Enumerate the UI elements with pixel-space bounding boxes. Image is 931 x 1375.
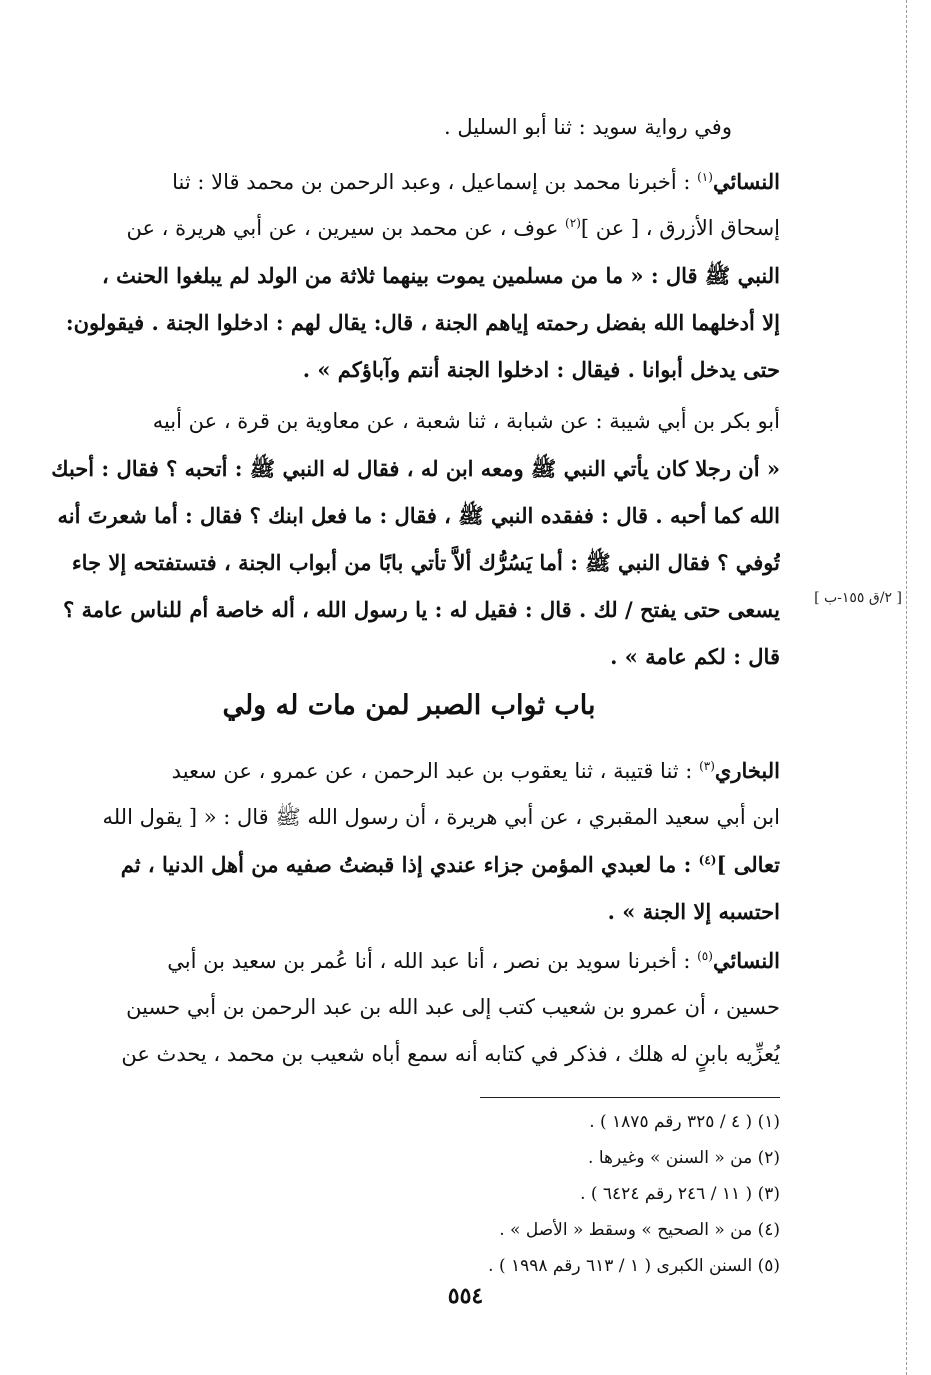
text-line: حسين ، أن عمرو بن شعيب كتب إلى عبد الله بن عبد الرحمن بن أبي حسين	[126, 995, 780, 1019]
text-line: الله كما أحبه . قال : ففقده النبي ﷺ ، فقال : ما فعل ابنك ؟ فقال : أما شعرتَ أنه	[57, 503, 780, 528]
text-fragment: عوف ، عن محمد بن سيرين ، عن أبي هريرة ، عن	[126, 216, 566, 240]
intro-paragraph	[38, 104, 780, 151]
text-fragment: : أخبرنا محمد بن إسماعيل ، وعبد الرحمن بن محمد قالا : ثنا	[172, 170, 698, 194]
footnote-marker: (٤)	[698, 853, 717, 867]
text-line	[38, 841, 780, 888]
text-line	[38, 937, 780, 984]
footnotes	[380, 1104, 780, 1284]
author-name: النسائي	[712, 169, 780, 194]
footnote-separator	[480, 1097, 780, 1098]
text-fragment: تعالى ]	[716, 852, 780, 877]
text-fragment: إسحاق الأزرق ، [ عن ]	[580, 216, 780, 240]
text-line: تُوفي ؟ فقال النبي ﷺ : أما يَسُرُّك ألاَّ تأتي بابًا من أبواب الجنة ، فتستفتحه إلا جاء	[71, 550, 780, 575]
footnote: (١) ( ٤ / ٣٢٥ رقم ١٨٧٥ ) .	[589, 1112, 780, 1132]
text-line: النبي ﷺ قال : « ما من مسلمين يموت بينهما ثلاثة من الولد لم يبلغوا الحنث ،	[101, 263, 780, 288]
text-line: حتى يدخل أبوانا . فيقال : ادخلوا الجنة أنتم وآباؤكم » .	[302, 357, 780, 382]
author-name: النسائي	[712, 948, 780, 973]
footnote-marker: (٢)	[565, 216, 581, 230]
bukhari-hadith	[38, 747, 780, 935]
text-line: يُعزِّيه بابنٍ له هلك ، فذكر في كتابه أنه سمع أباه شعيب بن محمد ، يحدث عن	[121, 1042, 780, 1066]
page-number: ٥٥٤	[447, 1283, 484, 1309]
chapter-title: باب ثواب الصبر لمن مات له ولي	[222, 690, 596, 721]
text-line: أبو بكر بن أبي شيبة : عن شبابة ، ثنا شعبة ، عن معاوية بن قرة ، عن أبيه	[152, 409, 780, 433]
footnote: (٢) من « السنن » وغيرها .	[588, 1148, 780, 1168]
footnote-marker: (١)	[697, 170, 713, 184]
text-line	[38, 205, 780, 252]
nasai-hadith-1	[38, 158, 780, 393]
text-line: ابن أبي سعيد المقبري ، عن أبي هريرة ، أن رسول الله ﷺ قال : « [ يقول الله	[102, 805, 780, 829]
author-name: البخاري	[714, 758, 780, 783]
manuscript-folio-note: [ ٢/ق ١٥٥-ب ]	[814, 590, 902, 606]
text-line	[38, 158, 780, 205]
text-line	[38, 747, 780, 794]
text-line: يسعى حتى يفتح / لك . قال : فقيل له : يا رسول الله ، أله خاصة أم للناس عامة ؟	[63, 597, 780, 622]
abubakr-hadith	[38, 398, 780, 680]
footnote: (٥) السنن الكبرى ( ١ / ٦١٣ رقم ١٩٩٨ ) .	[488, 1256, 780, 1276]
text-line: احتسبه إلا الجنة » .	[607, 899, 780, 924]
nasai-hadith-2	[38, 937, 780, 1078]
footnote: (٣) ( ١١ / ٢٤٦ رقم ٦٤٢٤ ) .	[580, 1184, 780, 1204]
text-fragment: : ثنا قتيبة ، ثنا يعقوب بن عبد الرحمن ، عن عمرو ، عن سعيد	[171, 759, 700, 783]
text-fragment: : ما لعبدي المؤمن جزاء عندي إذا قبضتُ صفيه من أهل الدنيا ، ثم	[120, 852, 699, 877]
footnote-marker: (٥)	[697, 949, 713, 963]
intro-line: وفي رواية سويد : ثنا أبو السليل .	[444, 115, 732, 139]
scan-edge-line	[906, 0, 908, 1375]
footnote-marker: (٣)	[699, 759, 715, 773]
footnote: (٤) من « الصحيح » وسقط « الأصل » .	[499, 1220, 780, 1240]
text-line: « أن رجلا كان يأتي النبي ﷺ ومعه ابن له ، فقال له النبي ﷺ : أتحبه ؟ فقال : أحبك	[51, 456, 780, 481]
text-fragment: : أخبرنا سويد بن نصر ، أنا عبد الله ، أنا عُمر بن سعيد بن أبي	[167, 949, 698, 973]
text-line: قال : لكم عامة » .	[610, 644, 780, 669]
text-line: إلا أدخلهما الله بفضل رحمته إياهم الجنة ، قال: يقال لهم : ادخلوا الجنة . فيقولون:	[65, 310, 780, 335]
